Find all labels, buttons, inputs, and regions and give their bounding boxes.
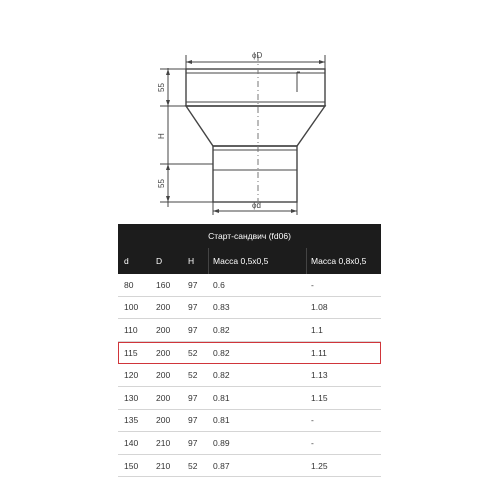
table-row bbox=[118, 274, 381, 297]
cell-mass-08: 1.11 bbox=[311, 347, 327, 358]
cell-H: 52 bbox=[188, 460, 198, 471]
table-row bbox=[118, 387, 381, 410]
cell-d: 130 bbox=[124, 392, 139, 403]
cell-H: 97 bbox=[188, 392, 198, 403]
cell-H: 97 bbox=[188, 302, 198, 313]
table-row bbox=[118, 319, 381, 342]
cell-mass-05: 0.81 bbox=[213, 415, 230, 426]
cell-mass-08: - bbox=[311, 415, 314, 426]
cell-mass-05: 0.82 bbox=[213, 324, 230, 335]
cell-d: 140 bbox=[124, 437, 139, 448]
cell-mass-08: 1.13 bbox=[311, 370, 328, 381]
header-mass-08: Масса 0,8x0,5 bbox=[311, 256, 367, 266]
table-row bbox=[118, 410, 381, 433]
cell-H: 97 bbox=[188, 415, 198, 426]
table-row bbox=[118, 364, 381, 387]
label-H: H bbox=[157, 133, 166, 139]
cell-D: 200 bbox=[156, 324, 171, 335]
cell-H: 52 bbox=[188, 370, 198, 381]
cell-D: 200 bbox=[156, 347, 171, 358]
cell-mass-08: 1.25 bbox=[311, 460, 328, 471]
cell-D: 160 bbox=[156, 279, 171, 290]
label-d: ϕd bbox=[252, 201, 261, 210]
cell-H: 52 bbox=[188, 347, 198, 358]
cone-transition bbox=[186, 106, 325, 146]
cell-d: 135 bbox=[124, 415, 139, 426]
cell-d: 120 bbox=[124, 370, 139, 381]
cell-mass-05: 0.89 bbox=[213, 437, 230, 448]
label-55-top: 55 bbox=[157, 83, 166, 92]
header-H: H bbox=[188, 256, 195, 266]
cell-d: 150 bbox=[124, 460, 139, 471]
upper-cylinder bbox=[186, 69, 325, 106]
cell-mass-05: 0.87 bbox=[213, 460, 230, 471]
cell-mass-05: 0.6 bbox=[213, 279, 225, 290]
cell-mass-05: 0.81 bbox=[213, 392, 230, 403]
table-header-row bbox=[118, 248, 381, 274]
cell-H: 97 bbox=[188, 437, 198, 448]
cell-mass-08: 1.1 bbox=[311, 324, 323, 335]
table-row bbox=[118, 342, 381, 365]
cell-mass-08: 1.08 bbox=[311, 302, 328, 313]
header-D: D bbox=[156, 256, 163, 266]
cell-mass-05: 0.82 bbox=[213, 370, 230, 381]
cell-H: 97 bbox=[188, 324, 198, 335]
label-55-bottom: 55 bbox=[157, 179, 166, 188]
cell-D: 200 bbox=[156, 302, 171, 313]
cell-d: 115 bbox=[124, 347, 138, 358]
table-title: Старт-сандвич (fd06) bbox=[118, 224, 381, 248]
header-d: d bbox=[124, 256, 129, 266]
cell-D: 210 bbox=[156, 437, 171, 448]
cell-mass-05: 0.82 bbox=[213, 347, 230, 358]
cell-D: 200 bbox=[156, 370, 171, 381]
table-row bbox=[118, 455, 381, 478]
table-row bbox=[118, 432, 381, 455]
cell-d: 100 bbox=[124, 302, 139, 313]
cell-mass-08: - bbox=[311, 279, 314, 290]
header-mass-05: Масса 0,5x0,5 bbox=[213, 256, 269, 266]
cell-mass-05: 0.83 bbox=[213, 302, 230, 313]
cell-D: 210 bbox=[156, 460, 171, 471]
spec-table bbox=[118, 224, 381, 477]
cell-H: 97 bbox=[188, 279, 198, 290]
cell-D: 200 bbox=[156, 415, 171, 426]
table-row bbox=[118, 297, 381, 320]
cell-mass-08: - bbox=[311, 437, 314, 448]
cell-d: 80 bbox=[124, 279, 134, 290]
cell-D: 200 bbox=[156, 392, 171, 403]
cell-mass-08: 1.15 bbox=[311, 392, 328, 403]
label-D: ϕD bbox=[252, 51, 263, 60]
technical-drawing bbox=[0, 0, 500, 225]
lower-cylinder bbox=[213, 146, 297, 202]
cell-d: 110 bbox=[124, 324, 138, 335]
table-body bbox=[118, 274, 381, 477]
